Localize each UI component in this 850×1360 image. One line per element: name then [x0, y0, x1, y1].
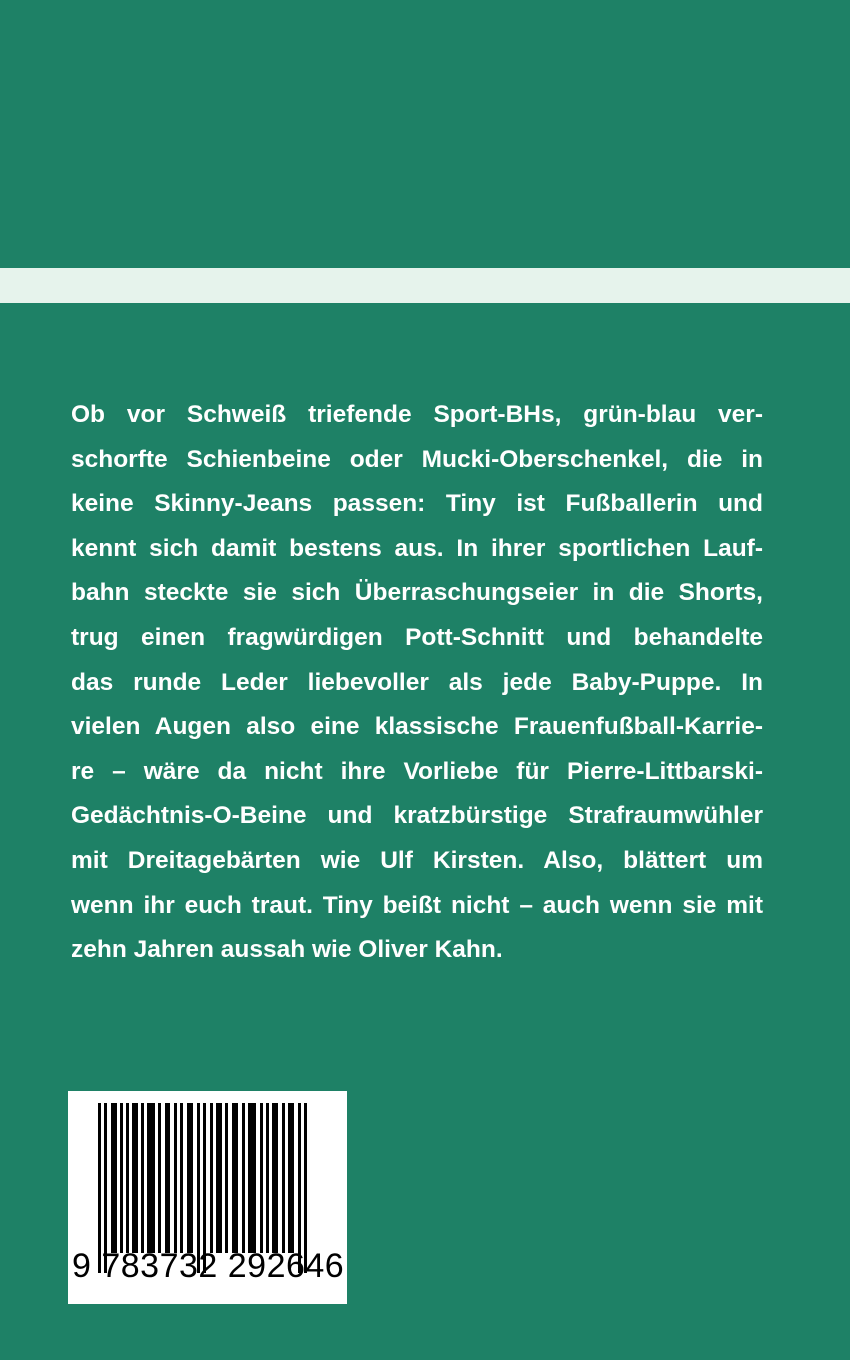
isbn-digits: 9 783732 292646 — [72, 1247, 345, 1285]
isbn-barcode — [68, 1091, 347, 1304]
back-cover-blurb — [71, 393, 763, 973]
blurb-line: wenn ihr euch traut. Tiny beißt nicht – auch wenn sie mit — [71, 891, 763, 919]
blurb-line: zehn Jahren aussah wie Oliver Kahn. — [71, 936, 503, 964]
blurb-line: vielen Augen also eine klassische Frauenfußball-Karrie- — [71, 713, 763, 741]
blurb-line: Ob vor Schweiß triefende Sport-BHs, grün-blau ver- — [71, 401, 763, 428]
blurb-line: Gedächtnis-O-Beine und kratzbürstige Strafraumwühler — [71, 802, 763, 830]
blurb-line: trug einen fragwürdigen Pott-Schnitt und behandelte — [71, 623, 763, 651]
blurb-line: das runde Leder liebevoller als jede Baby-Puppe. In — [71, 668, 763, 696]
blurb-line: keine Skinny-Jeans passen: Tiny ist Fußballerin und — [71, 490, 763, 518]
blurb-line: mit Dreitagebärten wie Ulf Kirsten. Also, blättert um — [71, 846, 763, 874]
blurb-line: re – wäre da nicht ihre Vorliebe für Pierre-Littbarski- — [71, 757, 763, 785]
blurb-line: schorfte Schienbeine oder Mucki-Oberschenkel, die in — [71, 445, 763, 473]
decorative-stripe — [0, 268, 850, 303]
blurb-line: kennt sich damit bestens aus. In ihrer sportlichen Lauf- — [71, 534, 763, 562]
blurb-line: bahn steckte sie sich Überraschungseier in die Shorts, — [71, 579, 763, 607]
